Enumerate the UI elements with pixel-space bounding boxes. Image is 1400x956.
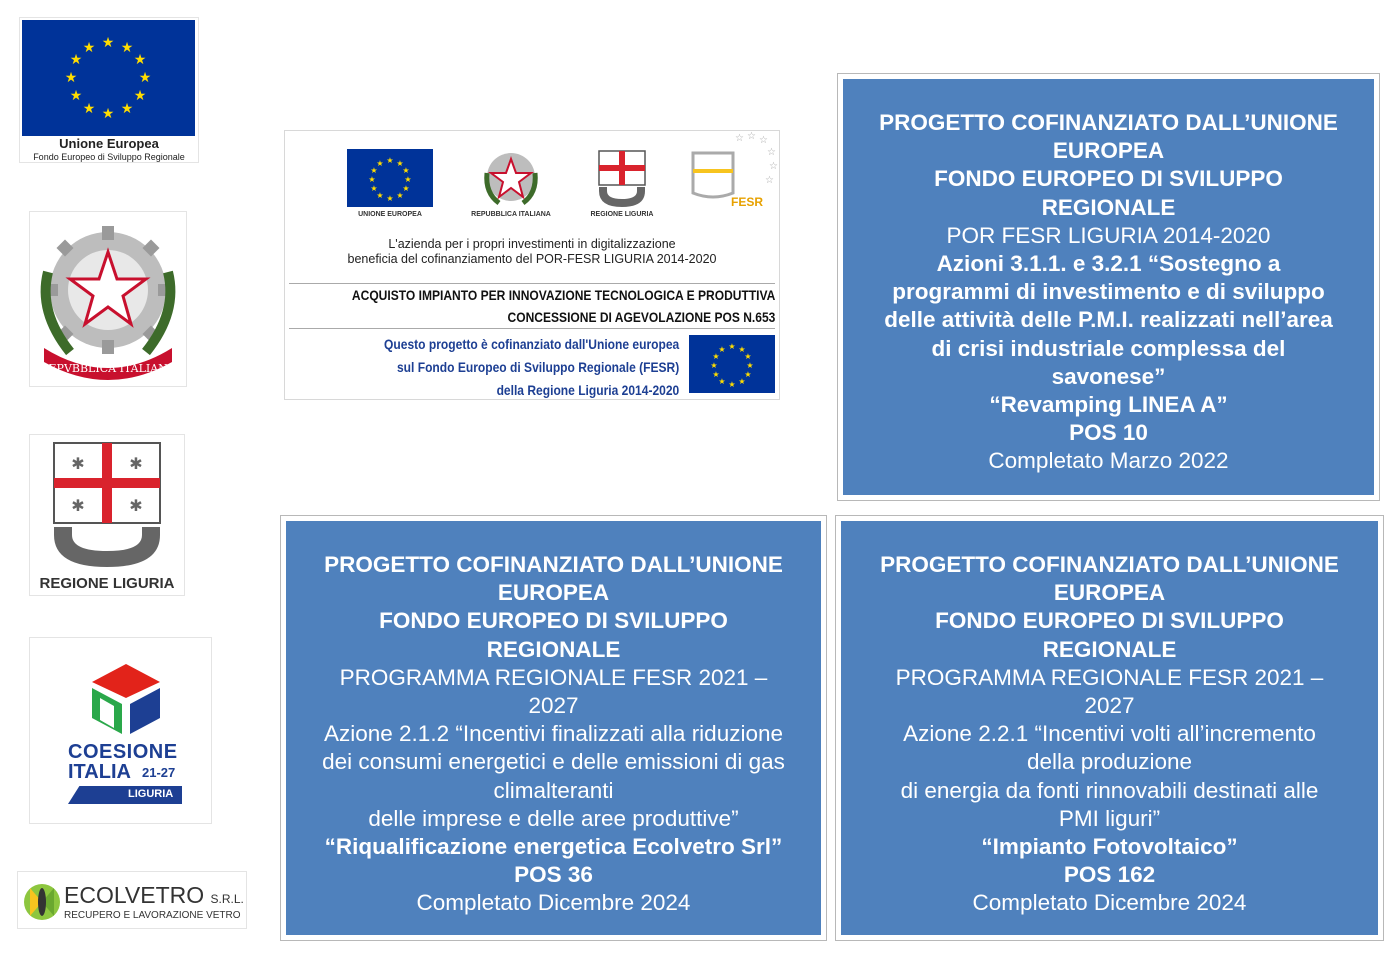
banner-fesr-label: FESR bbox=[731, 195, 764, 209]
svg-text:☆: ☆ bbox=[759, 135, 768, 146]
card-programme: POR FESR LIGURIA 2014-2020 bbox=[946, 222, 1271, 248]
svg-text:★: ★ bbox=[738, 345, 746, 354]
svg-text:★: ★ bbox=[738, 377, 746, 386]
card-status: Completato Marzo 2022 bbox=[988, 448, 1229, 474]
svg-text:★: ★ bbox=[368, 175, 376, 184]
card-action: Azione 2.1.2 “Incentivi finalizzati alla riduzione bbox=[324, 721, 783, 747]
card-heading: PROGETTO COFINANZIATO DALL’UNIONE bbox=[880, 552, 1339, 577]
eu-flag-icon bbox=[689, 335, 775, 395]
project-card-fotovoltaico bbox=[835, 515, 1384, 941]
banner-acq-line2: CONCESSIONE DI AGEVOLAZIONE POS N.653 bbox=[507, 309, 775, 325]
card-fund: REGIONALE bbox=[1042, 636, 1177, 662]
card-programme: PROGRAMMA REGIONALE FESR 2021 – bbox=[339, 664, 768, 690]
italian-emblem-icon bbox=[481, 147, 541, 209]
regione-liguria-logo bbox=[30, 435, 184, 595]
svg-text:★: ★ bbox=[120, 40, 134, 56]
card-action: Azione 2.2.1 “Incentivi volti all’incremento bbox=[903, 721, 1316, 747]
coesione-line2: ITALIA bbox=[68, 761, 131, 783]
svg-text:★: ★ bbox=[370, 184, 378, 193]
card-heading: PROGETTO COFINANZIATO DALL’UNIONE bbox=[879, 110, 1338, 135]
svg-text:★: ★ bbox=[101, 35, 115, 51]
svg-text:★: ★ bbox=[396, 159, 404, 168]
coesione-cube-icon bbox=[30, 638, 211, 738]
project-card-riqualificazione bbox=[280, 515, 827, 941]
svg-text:★: ★ bbox=[82, 101, 96, 117]
svg-text:★: ★ bbox=[82, 40, 96, 56]
liguria-name: REGIONE LIGURIA bbox=[39, 575, 175, 592]
svg-text:☆: ☆ bbox=[747, 131, 756, 142]
svg-text:★: ★ bbox=[138, 70, 152, 86]
card-action: di crisi industriale complessa del bbox=[931, 335, 1286, 361]
svg-text:★: ★ bbox=[746, 361, 754, 370]
italian-emblem-icon bbox=[30, 212, 186, 386]
coesione-line1: COESIONE bbox=[68, 741, 178, 763]
svg-text:★: ★ bbox=[396, 191, 404, 200]
svg-text:★: ★ bbox=[133, 52, 147, 68]
svg-text:★: ★ bbox=[402, 184, 410, 193]
ecolvetro-tagline: RECUPERO E LAVORAZIONE VETRO bbox=[64, 910, 241, 921]
svg-text:✱: ✱ bbox=[71, 454, 85, 473]
svg-text:☆: ☆ bbox=[735, 133, 744, 144]
svg-text:★: ★ bbox=[728, 380, 736, 389]
svg-text:★: ★ bbox=[376, 159, 384, 168]
svg-text:★: ★ bbox=[64, 70, 78, 86]
liguria-shield-icon bbox=[30, 435, 184, 575]
card-action: della produzione bbox=[1026, 749, 1193, 775]
svg-text:★: ★ bbox=[101, 106, 115, 122]
svg-text:★: ★ bbox=[69, 52, 83, 68]
card-fund: REGIONALE bbox=[486, 636, 621, 662]
card-action: climalteranti bbox=[493, 777, 614, 803]
svg-text:✱: ✱ bbox=[71, 496, 85, 515]
card-action: delle imprese e delle aree produttive” bbox=[368, 805, 739, 831]
svg-text:★: ★ bbox=[718, 345, 726, 354]
card-fund: FONDO EUROPEO DI SVILUPPO bbox=[934, 166, 1283, 192]
card-fund: FONDO EUROPEO DI SVILUPPO bbox=[935, 608, 1284, 634]
card-action: savonese” bbox=[1051, 363, 1166, 389]
svg-text:★: ★ bbox=[718, 377, 726, 386]
card-project-title: “Revamping LINEA A” bbox=[989, 392, 1228, 418]
svg-text:★: ★ bbox=[120, 101, 134, 117]
svg-text:★: ★ bbox=[712, 352, 720, 361]
svg-text:★: ★ bbox=[404, 175, 412, 184]
svg-text:★: ★ bbox=[370, 166, 378, 175]
card-action: di energia da fonti rinnovabili destinati alle bbox=[900, 777, 1319, 803]
banner-label-eu: UNIONE EUROPEA bbox=[358, 211, 422, 218]
coesione-years: 21-27 bbox=[142, 765, 176, 780]
svg-text:★: ★ bbox=[744, 370, 752, 379]
svg-text:★: ★ bbox=[133, 88, 147, 104]
coesione-region: LIGURIA bbox=[128, 788, 174, 800]
card-heading: EUROPEA bbox=[497, 580, 610, 606]
project-card-revamping bbox=[837, 73, 1380, 501]
eu-logo-subtitle: Fondo Europeo di Sviluppo Regionale bbox=[33, 152, 185, 162]
svg-text:★: ★ bbox=[386, 194, 394, 203]
banner-label-lig: REGIONE LIGURIA bbox=[590, 211, 654, 218]
italian-republic-emblem bbox=[30, 212, 186, 386]
card-project-title: “Impianto Fotovoltaico” bbox=[981, 834, 1238, 860]
card-action: Azioni 3.1.1. e 3.2.1 “Sostegno a bbox=[936, 251, 1281, 277]
fesr-banner bbox=[285, 131, 779, 399]
ecolvetro-suffix: S.R.L. bbox=[210, 892, 244, 906]
liguria-shield-icon bbox=[597, 149, 647, 209]
ecolvetro-name: ECOLVETRO S.R.L. bbox=[64, 882, 244, 908]
svg-text:★: ★ bbox=[69, 88, 83, 104]
svg-text:✱: ✱ bbox=[129, 496, 143, 515]
ecolvetro-mark-icon bbox=[22, 880, 66, 924]
svg-text:✱: ✱ bbox=[129, 454, 143, 473]
eu-logo-title: Unione Europea bbox=[59, 136, 159, 151]
card-programme: PROGRAMMA REGIONALE FESR 2021 – bbox=[895, 664, 1324, 690]
banner-intro-line2: beneficia del cofinanziamento del POR-FESR LIGURIA 2014-2020 bbox=[347, 252, 717, 266]
card-action: delle attività delle P.M.I. realizzati nell’area bbox=[884, 307, 1333, 333]
card-project-title: “Riqualificazione energetica Ecolvetro Srl” bbox=[324, 834, 783, 860]
italian-emblem-motto: REPVBBLICA ITALIANA bbox=[40, 362, 176, 375]
card-fund: FONDO EUROPEO DI SVILUPPO bbox=[379, 608, 728, 634]
card-action: PMI liguri” bbox=[1058, 805, 1161, 831]
card-fund: REGIONALE bbox=[1041, 194, 1176, 220]
eu-flag-icon bbox=[347, 149, 433, 209]
banner-acq-line1: ACQUISTO IMPIANTO PER INNOVAZIONE TECNOLOGICA E PRODUTTIVA bbox=[351, 287, 775, 303]
banner-label-it: REPUBBLICA ITALIANA bbox=[471, 211, 551, 218]
eu-logo bbox=[20, 18, 198, 162]
card-pos: POS 36 bbox=[514, 862, 593, 888]
coesione-italia-logo bbox=[30, 638, 211, 823]
project-card-body bbox=[286, 521, 821, 935]
card-programme: 2027 bbox=[1084, 693, 1135, 719]
svg-text:☆: ☆ bbox=[767, 147, 776, 158]
banner-quest-line1: Questo progetto è cofinanziato dall'Unione europea bbox=[383, 336, 679, 352]
svg-text:☆: ☆ bbox=[765, 175, 774, 186]
card-heading: EUROPEA bbox=[1052, 138, 1165, 164]
card-pos: POS 10 bbox=[1069, 420, 1148, 446]
svg-text:★: ★ bbox=[402, 166, 410, 175]
banner-cofinance-note bbox=[384, 333, 679, 402]
card-programme: 2027 bbox=[528, 693, 579, 719]
svg-text:★: ★ bbox=[386, 156, 394, 165]
svg-text:★: ★ bbox=[728, 342, 736, 351]
banner-divider bbox=[289, 328, 775, 329]
card-status: Completato Dicembre 2024 bbox=[416, 890, 691, 916]
svg-text:★: ★ bbox=[712, 370, 720, 379]
card-status: Completato Dicembre 2024 bbox=[972, 890, 1247, 916]
svg-text:★: ★ bbox=[744, 352, 752, 361]
card-heading: PROGETTO COFINANZIATO DALL’UNIONE bbox=[324, 552, 783, 577]
svg-text:★: ★ bbox=[710, 361, 718, 370]
project-card-body bbox=[841, 521, 1378, 935]
card-action: dei consumi energetici e delle emissioni di gas bbox=[322, 749, 785, 775]
svg-text:☆: ☆ bbox=[769, 161, 778, 172]
banner-intro-line1: L'azienda per i propri investimenti in digitalizzazione bbox=[388, 237, 676, 251]
project-card-body bbox=[843, 79, 1374, 495]
svg-text:★: ★ bbox=[376, 191, 384, 200]
card-heading: EUROPEA bbox=[1053, 580, 1166, 606]
ecolvetro-logo bbox=[18, 872, 246, 928]
banner-acquisition bbox=[352, 284, 775, 328]
card-action: programmi di investimento e di sviluppo bbox=[892, 279, 1325, 305]
banner-quest-line3: della Regione Liguria 2014-2020 bbox=[496, 382, 679, 398]
card-pos: POS 162 bbox=[1063, 862, 1156, 888]
eu-flag-icon bbox=[22, 20, 195, 136]
banner-intro bbox=[285, 237, 779, 267]
banner-quest-line2: sul Fondo Europeo di Sviluppo Regionale (FESR) bbox=[396, 359, 679, 375]
